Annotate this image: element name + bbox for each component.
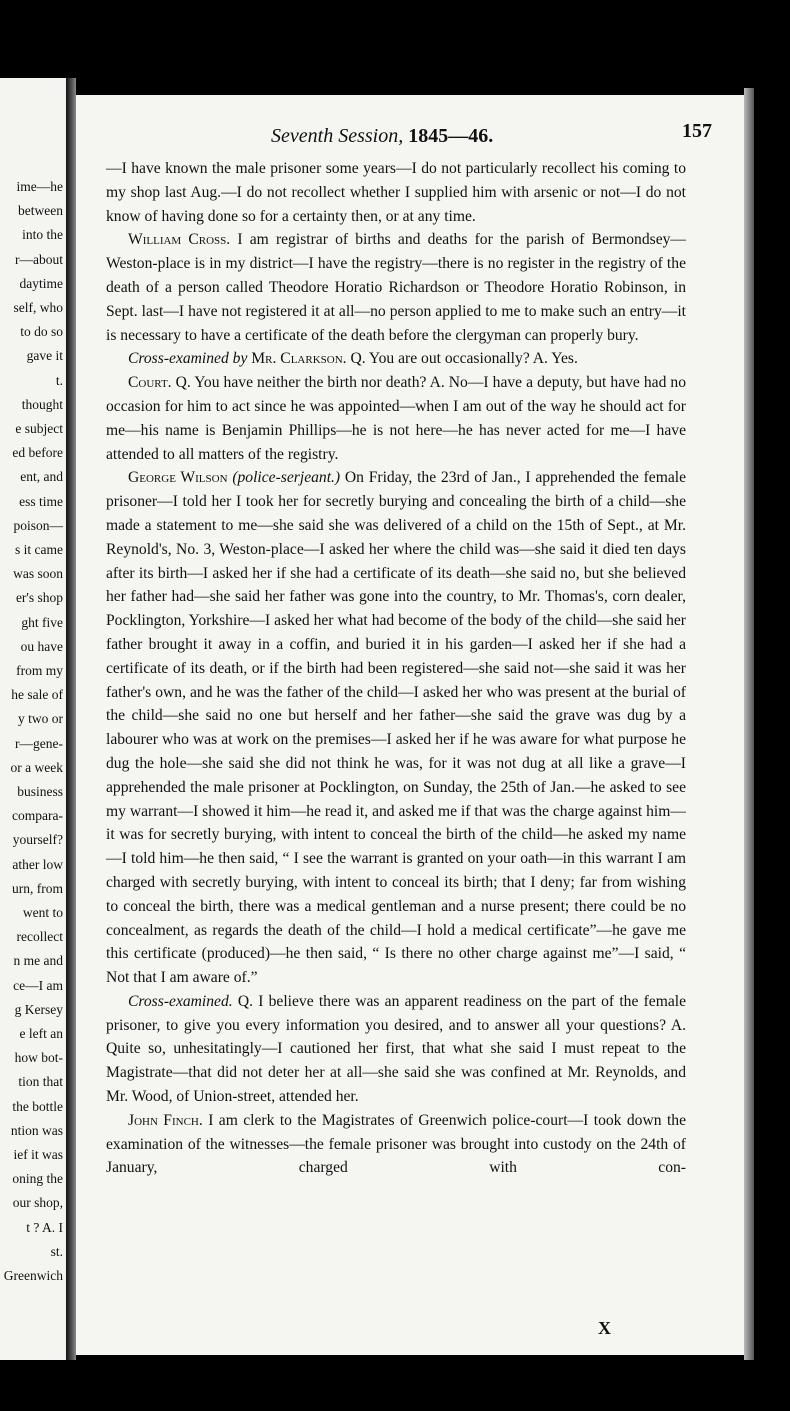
running-head	[271, 125, 493, 148]
paragraph-text: I am registrar of births and deaths for the parish of Bermondsey—Weston-place is in my district—I have the registry—there is no register in the registry of the death of a person called Theodore Horatio Richardson or Theodore Horatio Robinson, in Sept. last—I have not registered it at all—no person applied to me to make such an entry—it is necessary to have a certificate of the death before the clergyman can properly bury.	[106, 231, 687, 344]
facing-page-line: went to	[22, 905, 63, 920]
speaker-name: William Cross.	[128, 231, 231, 249]
facing-page-line: er's shop	[15, 590, 63, 606]
facing-page-line: daytime	[19, 275, 63, 291]
facing-page-line: ess time	[19, 493, 63, 509]
paragraph-text: Q. You are out occasionally? A. Yes.	[346, 350, 578, 368]
facing-page-line: t ? A. I	[26, 1219, 63, 1235]
facing-page-line: e subject	[15, 421, 63, 436]
facing-page-line: was soon	[13, 566, 63, 582]
facing-page-line: ou have	[20, 638, 63, 654]
facing-page-line: s it came	[15, 542, 63, 557]
facing-page-fragment	[0, 78, 68, 1360]
speaker-name: John Finch.	[128, 1111, 203, 1129]
paragraph-3	[106, 347, 686, 371]
facing-page-line: our shop,	[12, 1195, 63, 1211]
counsel-name: Mr. Clarkson.	[251, 350, 347, 368]
facing-page-line: e left an	[19, 1026, 63, 1041]
running-head-year: 1845—46.	[408, 125, 494, 147]
facing-page-line: ief it was	[13, 1147, 63, 1162]
examination-label: Cross-examined.	[128, 992, 233, 1010]
speaker-name: George Wilson	[128, 469, 228, 487]
facing-page-line: r—about	[15, 251, 63, 267]
facing-page-line: ather low	[12, 856, 63, 872]
page-header	[76, 117, 744, 147]
paragraph-text: Q. You have neither the birth nor death? A. No—I have a deputy, but have had no occasion for him to act since he was appointed—when I am out of the way he should act for me—his name is Benjamin Phillips—he is not here—he has never acted for me—I have attended to all matters of the registry.	[106, 374, 686, 463]
speaker-role: (police-serjeant.)	[232, 469, 341, 487]
facing-page-line: between	[18, 203, 63, 219]
facing-page-line: ght five	[21, 614, 63, 630]
paragraph-5	[106, 466, 686, 990]
facing-page-line: from my	[16, 663, 63, 678]
facing-page-line: poison—	[13, 517, 63, 533]
paragraph-text: I am clerk to the Magistrates of Greenwich police-court—I took down the examination of the witnesses—the female prisoner was brought into custody on the 24th of January, charged with con-	[106, 1111, 686, 1177]
facing-page-line: or a week	[10, 759, 63, 775]
facing-page-line: t.	[55, 372, 63, 388]
paragraph-2	[106, 228, 686, 347]
facing-page-line: gave it	[26, 348, 63, 364]
facing-page-line: ce—I am	[13, 977, 63, 993]
book-gutter	[66, 78, 76, 1360]
facing-page-line: yourself?	[12, 832, 63, 848]
facing-page-line: n me and	[13, 953, 63, 969]
paragraph-text: Q. I believe there was an apparent readiness on the part of the female prisoner, to give you every information you desired, and to answer all your questions? A. Quite so, unhesitatingly—I cautioned her first, that what she said I must repeat to the Magistrate—that did not deter her at all—she said she was confined at Mr. Reynolds, and Mr. Wood, of Union-street, attended her.	[106, 992, 686, 1106]
facing-page-line: st.	[50, 1243, 63, 1259]
facing-page-line: to do so	[20, 324, 63, 340]
facing-page-line: ntion was	[10, 1122, 63, 1138]
facing-page-line: r—gene-	[15, 735, 63, 751]
facing-page-line: he sale of	[11, 687, 63, 703]
facing-page-line: ent, and	[20, 469, 63, 485]
page-edge	[744, 88, 754, 1360]
facing-page-line: thought	[21, 396, 63, 412]
signature-mark: X	[598, 1318, 611, 1338]
facing-page-line: recollect	[16, 929, 63, 945]
document-page	[76, 95, 744, 1355]
facing-page-line: self, who	[13, 300, 63, 315]
facing-page-line: ime—he	[16, 179, 63, 194]
paragraph-6	[106, 990, 686, 1109]
speaker-name: Court.	[128, 374, 172, 392]
examination-label: Cross-examined by	[128, 350, 248, 368]
paragraph-4	[106, 371, 686, 466]
facing-page-line: urn, from	[12, 880, 63, 896]
paragraph-7	[106, 1109, 686, 1180]
facing-page-line: into the	[22, 227, 63, 243]
paragraph-1	[106, 157, 686, 228]
facing-page-line: y two or	[18, 711, 63, 727]
facing-page-line: g Kersey	[14, 1001, 63, 1017]
facing-page-line: the bottle	[12, 1098, 63, 1114]
facing-page-line: business	[17, 784, 63, 799]
facing-page-line: how bot-	[14, 1050, 63, 1066]
facing-page-line: Greenwich	[3, 1268, 63, 1283]
paragraph-text: On Friday, the 23rd of Jan., I apprehended the female prisoner—I told her I took her for secretly burying and concealing the birth of a child—she made a statement to me—she said she was delivered of a child on the 15th of Sept., at Mr. Reynold's, No. 3, Weston-place—I asked her where the child was—she said it died ten days after its birth—I asked her if she had a certificate of its death—she said no, but she believed her father had—she said her father was gone into the country, to Mr. Thomas's, corn dealer, Pocklington, Yorkshire—I asked her what had become of the body of the child—she said her father brought it away in a coffin, and buried it in his garden—I asked her if she had a certificate of its death, or if the birth had been registered—she said not—she said it was her father's own, and he was the father of the child—I asked her who was present at the burial of the child—she said no one but herself and her father—she said the grave was dug by a labourer who was at work on the premises—I asked her if he was aware for what purpose he dug the hole—she said she did not think he was, for it was not dug at all like a grave—I apprehended the male prisoner at Pocklington, on Sunday, the 25th of Jan.—he asked to see my warrant—I showed it him—he read it, and asked me if that was the charge against him—it was for secretly burying, with intent to conceal the birth of the child—he asked my name—I told him—he then said, “ I see the warrant is granted on your oath—in this warrant I am charged with secretly burying, with intent to conceal its birth; that I deny; far from wishing to conceal the birth, there was a medical gentleman and a nurse present; there could be no concealment, as regards the death of the child—I hold a medical certificate”—he gave me this certificate (produced)—he then said, “ Is there no other charge against me”—I said, “ Not that I am aware of.”	[106, 469, 687, 987]
facing-page-line: oning the	[12, 1171, 63, 1187]
facing-page-line: tion that	[18, 1074, 63, 1090]
paragraph-text: —I have known the male prisoner some years—I do not particularly recollect his coming to my shop last Aug.—I do not recollect whether I supplied him with arsenic or not—I do not know of having done so for a certainty then, or at any time.	[106, 160, 686, 225]
facing-page-line: compara-	[12, 808, 63, 824]
facing-page-line: ed before	[12, 445, 63, 461]
running-head-session: Seventh Session,	[271, 125, 404, 147]
body-text	[106, 157, 686, 1180]
page-number: 157	[682, 120, 712, 142]
